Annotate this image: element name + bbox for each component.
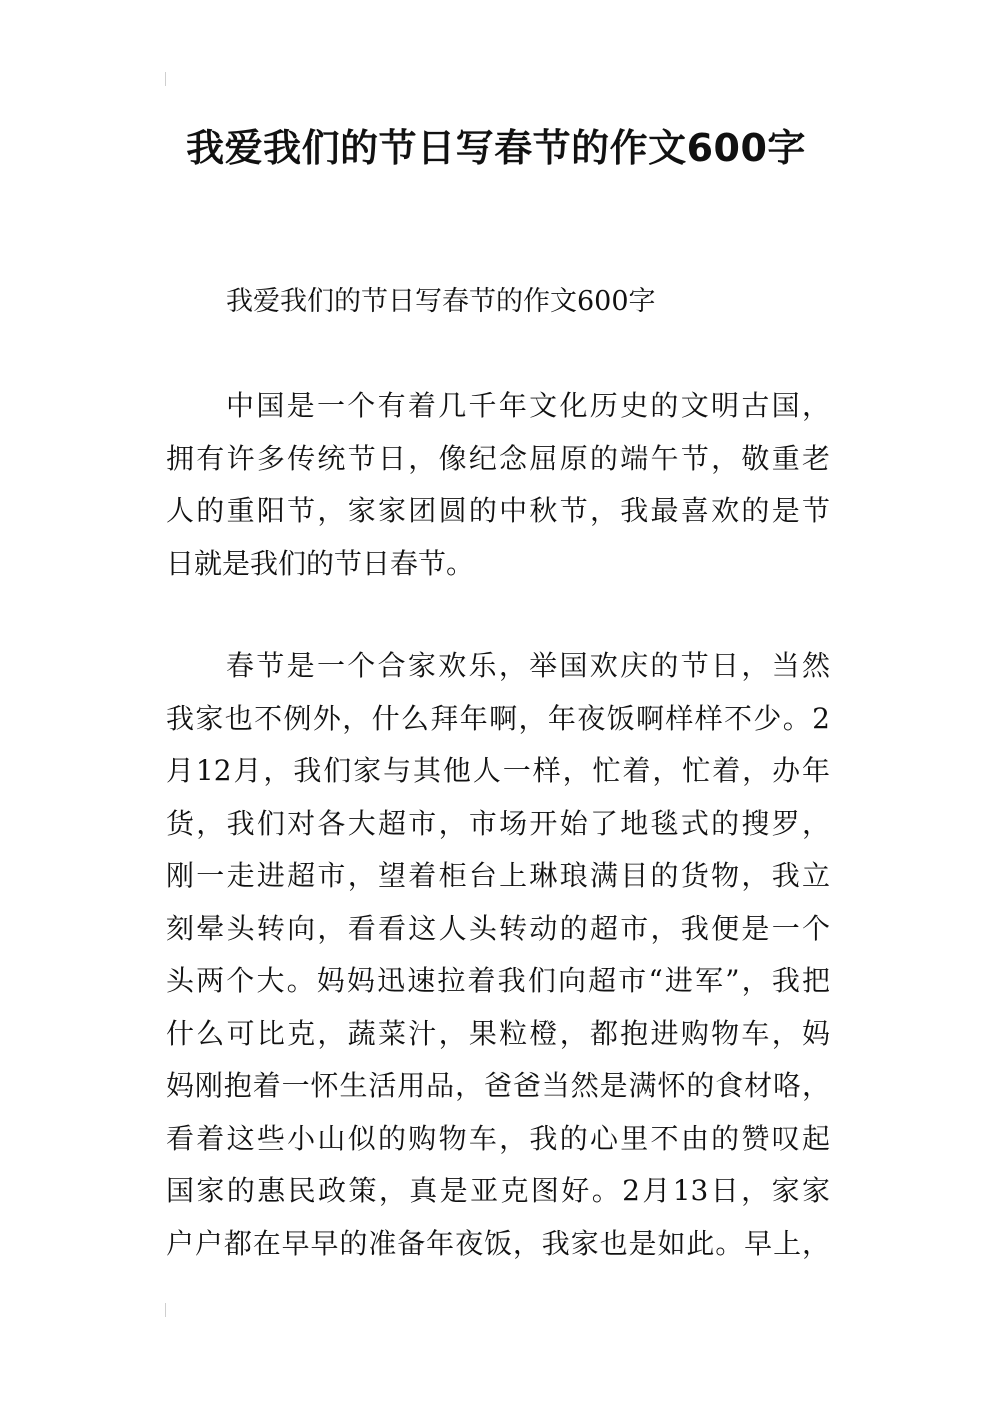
paragraph-line: 拥有许多传统节日，像纪念屈原的端午节，敬重老 <box>166 441 830 475</box>
paragraph-line: 刻晕头转向，看看这人头转动的超市，我便是一个 <box>166 911 830 945</box>
paragraph-line: 春节是一个合家欢乐，举国欢庆的节日，当然 <box>226 649 830 682</box>
paragraph-line: 中国是一个有着几千年文化历史的文明古国， <box>226 389 830 422</box>
document-title: 我爱我们的节日写春节的作文600字 <box>186 126 806 170</box>
page-corner-mark-top <box>165 72 166 86</box>
paragraph-line: 人的重阳节，家家团圆的中秋节，我最喜欢的是节 <box>166 494 830 527</box>
paragraph-line: 妈刚抱着一怀生活用品，爸爸当然是满怀的食材咯， <box>166 1069 830 1102</box>
paragraph-line: 刚一走进超市，望着柜台上琳琅满目的货物，我立 <box>166 859 830 892</box>
paragraph-line: 看着这些小山似的购物车，我的心里不由的赞叹起 <box>166 1121 830 1155</box>
paragraph-line: 月12月，我们家与其他人一样，忙着，忙着，办年 <box>166 754 830 787</box>
document-subtitle: 我爱我们的节日写春节的作文600字 <box>226 286 656 317</box>
paragraph-2 <box>166 640 830 1270</box>
paragraph-1 <box>166 380 830 590</box>
paragraph-line: 日就是我们的节日春节。 <box>166 546 475 580</box>
page-corner-mark-bottom <box>165 1303 166 1317</box>
paragraph-line: 什么可比克，蔬菜汁，果粒橙，都抱进购物车，妈 <box>166 1016 830 1050</box>
paragraph-line: 我家也不例外，什么拜年啊，年夜饭啊样样不少。2 <box>166 701 830 735</box>
paragraph-line: 国家的惠民政策，真是亚克图好。2月13日，家家 <box>166 1174 830 1207</box>
paragraph-line: 头两个大。妈妈迅速拉着我们向超市“进军”，我把 <box>166 964 830 997</box>
paragraph-line: 货，我们对各大超市，市场开始了地毯式的搜罗， <box>166 806 830 840</box>
paragraph-line: 户户都在早早的准备年夜饭，我家也是如此。早上， <box>166 1226 830 1260</box>
